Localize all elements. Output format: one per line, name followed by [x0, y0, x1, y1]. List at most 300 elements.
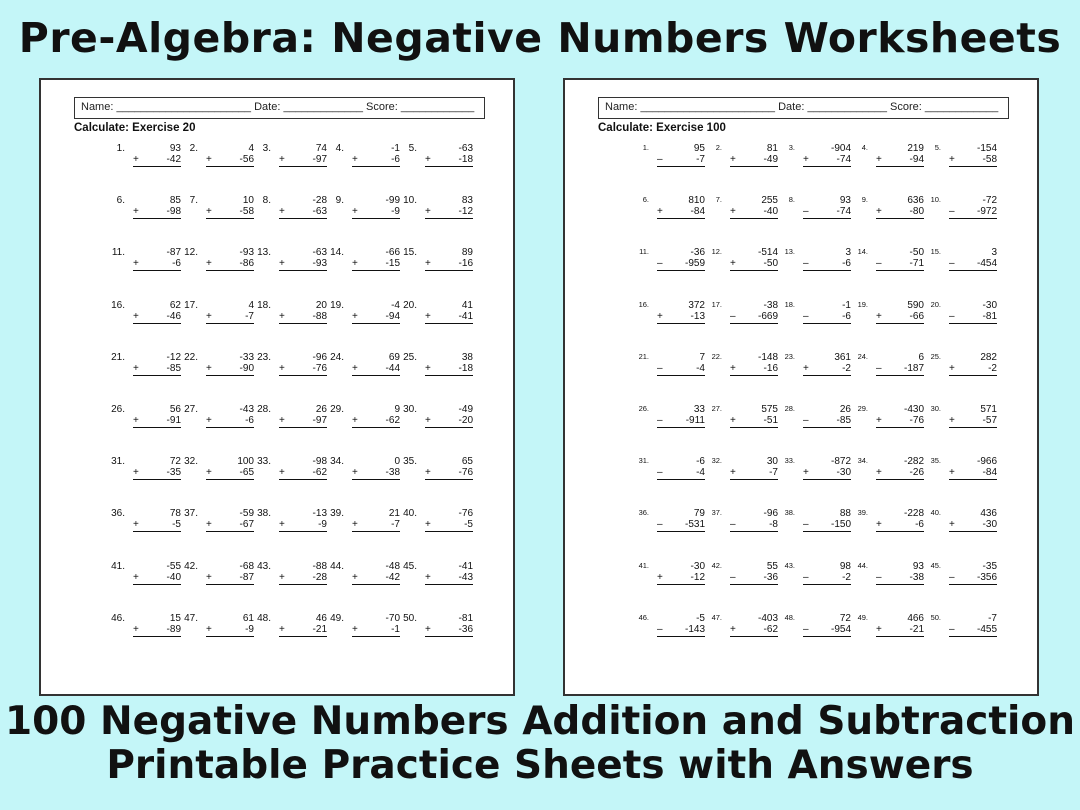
- second-operand: -911: [685, 415, 705, 426]
- problem-number: 35.: [403, 456, 417, 468]
- first-operand: 575: [761, 404, 778, 415]
- second-operand-row: [876, 206, 924, 219]
- first-operand: 4: [248, 299, 254, 311]
- second-operand-row: [133, 154, 181, 167]
- operator-sign: +: [352, 623, 358, 635]
- problem-number: 6.: [116, 195, 125, 207]
- second-operand: -85: [166, 362, 181, 374]
- first-operand: 466: [907, 612, 924, 624]
- second-operand-row: [876, 572, 924, 585]
- problem-item: [635, 143, 705, 177]
- first-operand: 95: [693, 143, 705, 154]
- operator-sign: +: [352, 258, 358, 270]
- second-operand-row: [657, 258, 705, 271]
- second-operand: -94: [909, 154, 924, 165]
- second-operand: -18: [458, 362, 473, 374]
- problem-item: [854, 404, 924, 438]
- operator-sign: +: [657, 571, 663, 583]
- operator-sign: +: [133, 362, 139, 374]
- operator-sign: –: [730, 571, 736, 583]
- first-operand: -12: [166, 351, 181, 363]
- second-operand-row: [657, 311, 705, 324]
- problem-number: 49.: [330, 612, 344, 624]
- problem-item: [708, 508, 778, 542]
- problem-number: 30.: [930, 404, 941, 413]
- problem-item: [781, 613, 851, 647]
- second-operand-row: [876, 415, 924, 428]
- first-operand: -59: [239, 508, 254, 520]
- second-operand-row: [730, 311, 778, 324]
- problem-item: [854, 143, 924, 177]
- problem-item: [854, 456, 924, 490]
- first-operand: -514: [757, 247, 778, 259]
- problem-item: [330, 508, 400, 542]
- second-operand-row: [657, 467, 705, 480]
- second-operand: -85: [836, 415, 851, 426]
- first-operand: 79: [693, 508, 705, 520]
- problem-number: 42.: [184, 560, 198, 572]
- first-operand: 810: [688, 195, 705, 207]
- second-operand-row: [352, 519, 400, 532]
- second-operand: -76: [458, 467, 473, 479]
- first-operand: -13: [312, 508, 327, 520]
- problem-item: [927, 300, 997, 334]
- first-operand: 0: [394, 456, 400, 468]
- second-operand: -21: [909, 623, 924, 635]
- second-operand: -41: [458, 310, 473, 322]
- problem-item: [635, 352, 705, 386]
- problem-number: 27.: [711, 404, 722, 413]
- first-operand: -148: [757, 351, 778, 363]
- operator-sign: –: [657, 415, 663, 426]
- second-operand-row: [876, 467, 924, 480]
- operator-sign: +: [279, 519, 285, 531]
- second-operand: -455: [976, 623, 997, 635]
- problem-number: 5.: [934, 143, 941, 152]
- operator-sign: +: [352, 415, 358, 426]
- problem-item: [111, 508, 181, 542]
- second-operand: -6: [172, 258, 181, 270]
- problem-number: 38.: [257, 508, 271, 520]
- operator-sign: –: [730, 519, 736, 531]
- first-operand: 89: [461, 247, 473, 259]
- first-operand: -66: [385, 247, 400, 259]
- problem-number: 22.: [184, 351, 198, 363]
- problem-item: [927, 352, 997, 386]
- operator-sign: +: [949, 467, 955, 479]
- first-operand: 56: [169, 404, 181, 415]
- operator-sign: +: [206, 206, 212, 218]
- first-operand: -1: [391, 143, 400, 154]
- operator-sign: –: [803, 571, 809, 583]
- second-operand: -56: [239, 154, 254, 165]
- second-operand: -8: [769, 519, 778, 531]
- second-operand-row: [803, 467, 851, 480]
- problem-item: [708, 561, 778, 595]
- problem-item: [330, 143, 400, 177]
- problem-item: [184, 508, 254, 542]
- exercise-title: Calculate: Exercise 100: [598, 122, 726, 134]
- operator-sign: –: [803, 206, 809, 218]
- operator-sign: +: [730, 623, 736, 635]
- first-operand: -68: [239, 560, 254, 572]
- problem-item: [257, 561, 327, 595]
- problem-number: 9.: [335, 195, 344, 207]
- second-operand: -9: [318, 519, 327, 531]
- second-operand-row: [279, 415, 327, 428]
- second-operand-row: [206, 624, 254, 637]
- operator-sign: +: [425, 571, 431, 583]
- operator-sign: +: [133, 154, 139, 165]
- second-operand-row: [949, 258, 997, 271]
- operator-sign: +: [352, 571, 358, 583]
- second-operand: -2: [988, 362, 997, 374]
- first-operand: -872: [830, 456, 851, 468]
- operator-sign: +: [425, 258, 431, 270]
- problem-item: [257, 143, 327, 177]
- operator-sign: +: [425, 206, 431, 218]
- problem-item: [708, 613, 778, 647]
- problem-number: 46.: [111, 612, 125, 624]
- problem-number: 10.: [930, 195, 941, 205]
- second-operand: -5: [172, 519, 181, 531]
- problem-number: 25.: [930, 351, 941, 361]
- first-operand: 571: [980, 404, 997, 415]
- problem-number: 31.: [111, 456, 125, 468]
- operator-sign: +: [352, 310, 358, 322]
- problem-item: [927, 456, 997, 490]
- name-date-score-header: Name: ______________________ Date: _____________ Score: ____________: [598, 97, 1009, 119]
- first-operand: -7: [988, 612, 997, 624]
- problem-number: 19.: [330, 299, 344, 311]
- problem-item: [927, 561, 997, 595]
- second-operand: -80: [909, 206, 924, 218]
- operator-sign: –: [803, 415, 809, 426]
- problem-item: [330, 195, 400, 229]
- first-operand: -5: [696, 612, 705, 624]
- operator-sign: –: [803, 258, 809, 270]
- first-operand: 65: [461, 456, 473, 468]
- problem-number: 31.: [638, 456, 649, 466]
- problem-number: 11.: [639, 247, 649, 257]
- problem-number: 29.: [330, 404, 344, 415]
- problem-number: 8.: [788, 195, 795, 205]
- problem-number: 46.: [638, 612, 649, 622]
- problem-number: 39.: [330, 508, 344, 520]
- second-operand-row: [730, 624, 778, 637]
- first-operand: 21: [388, 508, 400, 520]
- problem-item: [635, 613, 705, 647]
- problem-number: 2.: [715, 143, 722, 152]
- second-operand-row: [352, 206, 400, 219]
- first-operand: 9: [394, 404, 400, 415]
- operator-sign: +: [133, 571, 139, 583]
- first-operand: 81: [766, 143, 778, 154]
- first-operand: 61: [242, 612, 254, 624]
- problem-number: 37.: [184, 508, 198, 520]
- problem-number: 37.: [711, 508, 722, 518]
- operator-sign: –: [949, 623, 955, 635]
- second-operand-row: [133, 572, 181, 585]
- operator-sign: +: [279, 310, 285, 322]
- problem-item: [781, 300, 851, 334]
- problem-item: [403, 195, 473, 229]
- first-operand: 436: [980, 508, 997, 520]
- first-operand: 85: [169, 195, 181, 207]
- problem-item: [708, 404, 778, 438]
- operator-sign: +: [876, 154, 882, 165]
- first-operand: 33: [693, 404, 705, 415]
- second-operand-row: [730, 258, 778, 271]
- operator-sign: +: [425, 415, 431, 426]
- footer-caption: [0, 700, 1080, 788]
- second-operand: -90: [239, 362, 254, 374]
- first-operand: 38: [461, 351, 473, 363]
- second-operand-row: [425, 624, 473, 637]
- second-operand-row: [803, 572, 851, 585]
- second-operand: -6: [842, 258, 851, 270]
- second-operand: -6: [391, 154, 400, 165]
- problem-number: 27.: [184, 404, 198, 415]
- first-operand: -48: [385, 560, 400, 572]
- first-operand: 4: [248, 143, 254, 154]
- problem-number: 33.: [784, 456, 795, 466]
- second-operand: -187: [903, 362, 924, 374]
- problem-item: [708, 300, 778, 334]
- second-operand: -7: [769, 467, 778, 479]
- second-operand-row: [876, 624, 924, 637]
- problem-item: [854, 508, 924, 542]
- first-operand: 98: [839, 560, 851, 572]
- problem-number: 40.: [403, 508, 417, 520]
- second-operand: -40: [166, 571, 181, 583]
- first-operand: 282: [980, 351, 997, 363]
- second-operand: -58: [239, 206, 254, 218]
- problem-number: 21.: [638, 351, 649, 361]
- problem-number: 36.: [111, 508, 125, 520]
- second-operand-row: [206, 572, 254, 585]
- second-operand: -16: [458, 258, 473, 270]
- problem-number: 32.: [711, 456, 722, 466]
- first-operand: -72: [982, 195, 997, 207]
- second-operand-row: [352, 415, 400, 428]
- second-operand-row: [352, 363, 400, 376]
- problem-item: [184, 613, 254, 647]
- second-operand-row: [133, 415, 181, 428]
- problem-number: 34.: [857, 456, 868, 466]
- second-operand-row: [279, 572, 327, 585]
- problem-item: [708, 456, 778, 490]
- second-operand: -7: [391, 519, 400, 531]
- name-date-score-header: Name: ______________________ Date: _____________ Score: ____________: [74, 97, 485, 119]
- first-operand: 74: [315, 143, 327, 154]
- second-operand: -42: [385, 571, 400, 583]
- operator-sign: +: [876, 310, 882, 322]
- first-operand: 62: [169, 299, 181, 311]
- problem-number: 26.: [111, 404, 125, 415]
- problem-item: [854, 561, 924, 595]
- second-operand: -57: [982, 415, 997, 426]
- problem-item: [854, 613, 924, 647]
- second-operand: -6: [915, 519, 924, 531]
- second-operand-row: [206, 415, 254, 428]
- problem-number: 41.: [638, 560, 649, 570]
- second-operand: -35: [166, 467, 181, 479]
- second-operand: -6: [842, 310, 851, 322]
- problem-item: [927, 508, 997, 542]
- operator-sign: +: [206, 415, 212, 426]
- problem-item: [927, 404, 997, 438]
- problem-item: [927, 143, 997, 177]
- second-operand: -21: [312, 623, 327, 635]
- second-operand-row: [803, 311, 851, 324]
- operator-sign: +: [206, 362, 212, 374]
- second-operand-row: [279, 467, 327, 480]
- operator-sign: +: [425, 310, 431, 322]
- problem-number: 28.: [257, 404, 271, 415]
- second-operand-row: [657, 363, 705, 376]
- operator-sign: +: [279, 623, 285, 635]
- second-operand-row: [949, 154, 997, 167]
- problem-number: 5.: [408, 143, 417, 154]
- second-operand: -76: [909, 415, 924, 426]
- problem-number: 44.: [330, 560, 344, 572]
- problem-item: [111, 613, 181, 647]
- second-operand: -89: [166, 623, 181, 635]
- operator-sign: +: [133, 258, 139, 270]
- second-operand-row: [425, 519, 473, 532]
- first-operand: 15: [169, 612, 181, 624]
- operator-sign: +: [352, 467, 358, 479]
- problem-number: 1.: [116, 143, 125, 154]
- problem-number: 3.: [788, 143, 795, 152]
- first-operand: 7: [699, 351, 705, 363]
- operator-sign: +: [206, 519, 212, 531]
- second-operand-row: [949, 572, 997, 585]
- problem-number: 50.: [403, 612, 417, 624]
- problem-item: [184, 143, 254, 177]
- operator-sign: –: [657, 362, 663, 374]
- second-operand-row: [352, 311, 400, 324]
- second-operand-row: [352, 624, 400, 637]
- problem-number: 15.: [930, 247, 941, 257]
- second-operand: -62: [312, 467, 327, 479]
- second-operand: -356: [976, 571, 997, 583]
- operator-sign: –: [657, 623, 663, 635]
- problem-item: [781, 352, 851, 386]
- second-operand-row: [657, 572, 705, 585]
- operator-sign: +: [949, 415, 955, 426]
- second-operand-row: [279, 363, 327, 376]
- problem-number: 32.: [184, 456, 198, 468]
- operator-sign: +: [279, 571, 285, 583]
- operator-sign: +: [657, 310, 663, 322]
- problem-item: [781, 195, 851, 229]
- second-operand-row: [730, 519, 778, 532]
- problem-number: 28.: [784, 404, 795, 413]
- operator-sign: –: [657, 258, 663, 270]
- first-operand: -36: [690, 247, 705, 259]
- problem-item: [854, 195, 924, 229]
- problem-number: 18.: [784, 299, 795, 309]
- operator-sign: –: [876, 362, 882, 374]
- first-operand: -88: [312, 560, 327, 572]
- problem-item: [184, 195, 254, 229]
- second-operand-row: [949, 363, 997, 376]
- second-operand: -12: [690, 571, 705, 583]
- problem-number: 24.: [857, 351, 868, 361]
- operator-sign: +: [425, 154, 431, 165]
- first-operand: 93: [169, 143, 181, 154]
- second-operand-row: [206, 206, 254, 219]
- problem-number: 10.: [403, 195, 417, 207]
- second-operand: -51: [763, 415, 778, 426]
- problem-number: 12.: [184, 247, 198, 259]
- first-operand: 72: [169, 456, 181, 468]
- first-operand: -49: [458, 404, 473, 415]
- second-operand-row: [803, 519, 851, 532]
- problem-item: [111, 195, 181, 229]
- second-operand-row: [876, 258, 924, 271]
- first-operand: -430: [903, 404, 924, 415]
- second-operand: -67: [239, 519, 254, 531]
- second-operand-row: [876, 363, 924, 376]
- second-operand: -65: [239, 467, 254, 479]
- problem-number: 4.: [861, 143, 868, 152]
- first-operand: 6: [918, 351, 924, 363]
- problem-item: [927, 613, 997, 647]
- problem-item: [781, 143, 851, 177]
- second-operand-row: [279, 258, 327, 271]
- operator-sign: –: [803, 310, 809, 322]
- operator-sign: +: [206, 258, 212, 270]
- first-operand: -904: [830, 143, 851, 154]
- second-operand-row: [352, 467, 400, 480]
- second-operand: -30: [982, 519, 997, 531]
- problem-item: [111, 456, 181, 490]
- first-operand: 590: [907, 299, 924, 311]
- second-operand-row: [133, 624, 181, 637]
- second-operand-row: [133, 363, 181, 376]
- problem-item: [330, 561, 400, 595]
- first-operand: 26: [839, 404, 851, 415]
- second-operand-row: [133, 519, 181, 532]
- second-operand-row: [206, 311, 254, 324]
- problem-number: 20.: [403, 299, 417, 311]
- second-operand: -6: [245, 415, 254, 426]
- second-operand-row: [206, 467, 254, 480]
- first-operand: 20: [315, 299, 327, 311]
- second-operand: -63: [312, 206, 327, 218]
- second-operand: -91: [166, 415, 181, 426]
- second-operand: -2: [842, 571, 851, 583]
- operator-sign: +: [206, 467, 212, 479]
- problem-item: [330, 404, 400, 438]
- second-operand: -84: [982, 467, 997, 479]
- second-operand: -13: [690, 310, 705, 322]
- second-operand-row: [949, 624, 997, 637]
- second-operand: -38: [909, 571, 924, 583]
- second-operand: -98: [166, 206, 181, 218]
- first-operand: -403: [757, 612, 778, 624]
- second-operand-row: [949, 206, 997, 219]
- problem-item: [184, 404, 254, 438]
- problem-number: 43.: [784, 560, 795, 570]
- operator-sign: +: [730, 467, 736, 479]
- second-operand: -44: [385, 362, 400, 374]
- problem-item: [403, 247, 473, 281]
- second-operand: -669: [757, 310, 778, 322]
